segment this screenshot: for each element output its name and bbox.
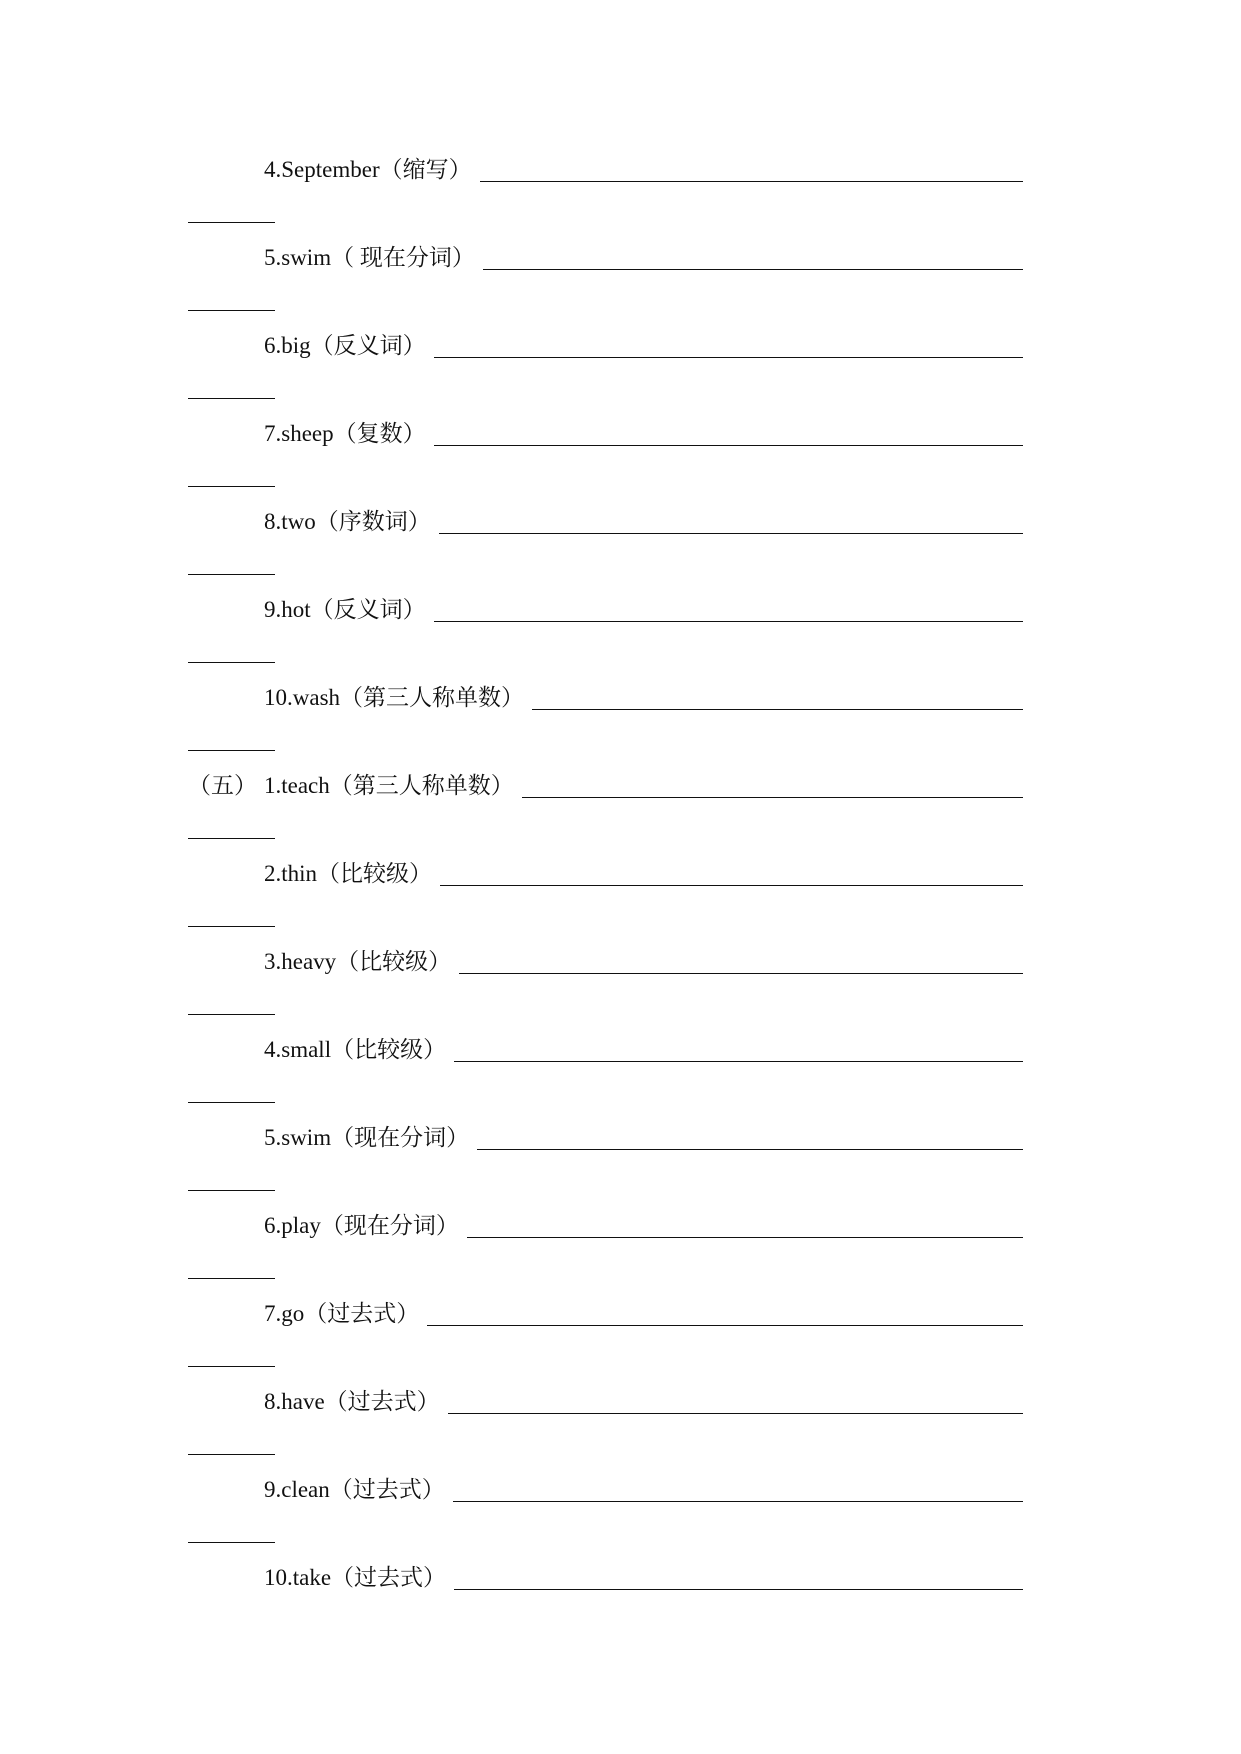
exercise-item [0, 674, 1241, 762]
exercise-row [188, 586, 1023, 626]
exercise-item [0, 1290, 1241, 1378]
exercise-prompt: 5.swim（ 现在分词） [264, 245, 475, 270]
answer-blank[interactable] [434, 445, 1023, 446]
exercise-prompt: 3.heavy（比较级） [264, 949, 452, 974]
exercise-prompt: 10.wash（第三人称单数） [264, 685, 525, 710]
answer-blank[interactable] [434, 357, 1023, 358]
exercise-prompt: 10.take（过去式） [264, 1565, 447, 1590]
exercise-item [0, 1026, 1241, 1114]
exercise-item [0, 762, 1241, 850]
exercise-item [0, 938, 1241, 1026]
exercise-prompt: 8.have（过去式） [264, 1389, 440, 1414]
exercise-item [0, 1202, 1241, 1290]
answer-blank[interactable] [454, 1589, 1023, 1590]
answer-continuation-blank[interactable] [188, 1366, 275, 1367]
answer-continuation-blank[interactable] [188, 1278, 275, 1279]
answer-continuation-blank[interactable] [188, 926, 275, 927]
exercise-item [0, 498, 1241, 586]
exercise-item [0, 850, 1241, 938]
answer-blank[interactable] [467, 1237, 1023, 1238]
answer-continuation-blank[interactable] [188, 310, 275, 311]
exercise-row [188, 1378, 1023, 1418]
exercise-item [0, 1554, 1241, 1642]
answer-blank[interactable] [427, 1325, 1023, 1326]
exercise-row [188, 1290, 1023, 1330]
answer-continuation-blank[interactable] [188, 398, 275, 399]
answer-continuation-blank[interactable] [188, 1454, 275, 1455]
exercise-item [0, 1378, 1241, 1466]
answer-continuation-blank[interactable] [188, 574, 275, 575]
exercise-item [0, 146, 1241, 234]
exercise-item [0, 410, 1241, 498]
exercise-row [188, 850, 1023, 890]
exercise-prompt: 9.clean（过去式） [264, 1477, 445, 1502]
exercise-row [188, 1202, 1023, 1242]
answer-continuation-blank[interactable] [188, 750, 275, 751]
answer-continuation-blank[interactable] [188, 838, 275, 839]
exercise-row [188, 1466, 1023, 1506]
answer-continuation-blank[interactable] [188, 1102, 275, 1103]
answer-blank[interactable] [483, 269, 1023, 270]
exercise-row [188, 1554, 1023, 1594]
answer-continuation-blank[interactable] [188, 1542, 275, 1543]
answer-continuation-blank[interactable] [188, 1014, 275, 1015]
exercise-row [188, 1114, 1023, 1154]
exercise-prompt: 7.sheep（复数） [264, 421, 426, 446]
exercise-row [188, 938, 1023, 978]
exercise-row [188, 762, 1023, 802]
exercise-item [0, 234, 1241, 322]
answer-blank[interactable] [440, 885, 1023, 886]
answer-blank[interactable] [448, 1413, 1023, 1414]
exercise-row [188, 674, 1023, 714]
exercise-prompt: 6.big（反义词） [264, 333, 426, 358]
exercise-item [0, 1114, 1241, 1202]
answer-blank[interactable] [453, 1501, 1023, 1502]
exercise-prompt: 2.thin（比较级） [264, 861, 433, 886]
exercise-prompt: 6.play（现在分词） [264, 1213, 459, 1238]
exercise-prompt: 7.go（过去式） [264, 1301, 420, 1326]
answer-blank[interactable] [459, 973, 1023, 974]
exercise-item [0, 586, 1241, 674]
exercise-row [188, 410, 1023, 450]
exercise-prompt: 9.hot（反义词） [264, 597, 426, 622]
exercise-prompt: 4.September（缩写） [264, 157, 472, 182]
answer-blank[interactable] [434, 621, 1023, 622]
answer-blank[interactable] [532, 709, 1023, 710]
exercise-prompt: 4.small（比较级） [264, 1037, 447, 1062]
exercise-prompt: 8.two（序数词） [264, 509, 431, 534]
answer-continuation-blank[interactable] [188, 1190, 275, 1191]
answer-continuation-blank[interactable] [188, 486, 275, 487]
exercise-prompt: 1.teach（第三人称单数） [264, 773, 514, 798]
answer-continuation-blank[interactable] [188, 222, 275, 223]
exercise-item [0, 322, 1241, 410]
exercise-row [188, 498, 1023, 538]
answer-blank[interactable] [522, 797, 1023, 798]
answer-blank[interactable] [477, 1149, 1023, 1150]
exercise-row [188, 146, 1023, 186]
exercise-prompt: 5.swim（现在分词） [264, 1125, 470, 1150]
exercise-row [188, 234, 1023, 274]
answer-blank[interactable] [480, 181, 1023, 182]
exercise-item [0, 1466, 1241, 1554]
answer-blank[interactable] [439, 533, 1023, 534]
exercise-row [188, 322, 1023, 362]
answer-blank[interactable] [454, 1061, 1023, 1062]
section-prefix: （五） [188, 773, 257, 798]
exercise-row [188, 1026, 1023, 1066]
answer-continuation-blank[interactable] [188, 662, 275, 663]
